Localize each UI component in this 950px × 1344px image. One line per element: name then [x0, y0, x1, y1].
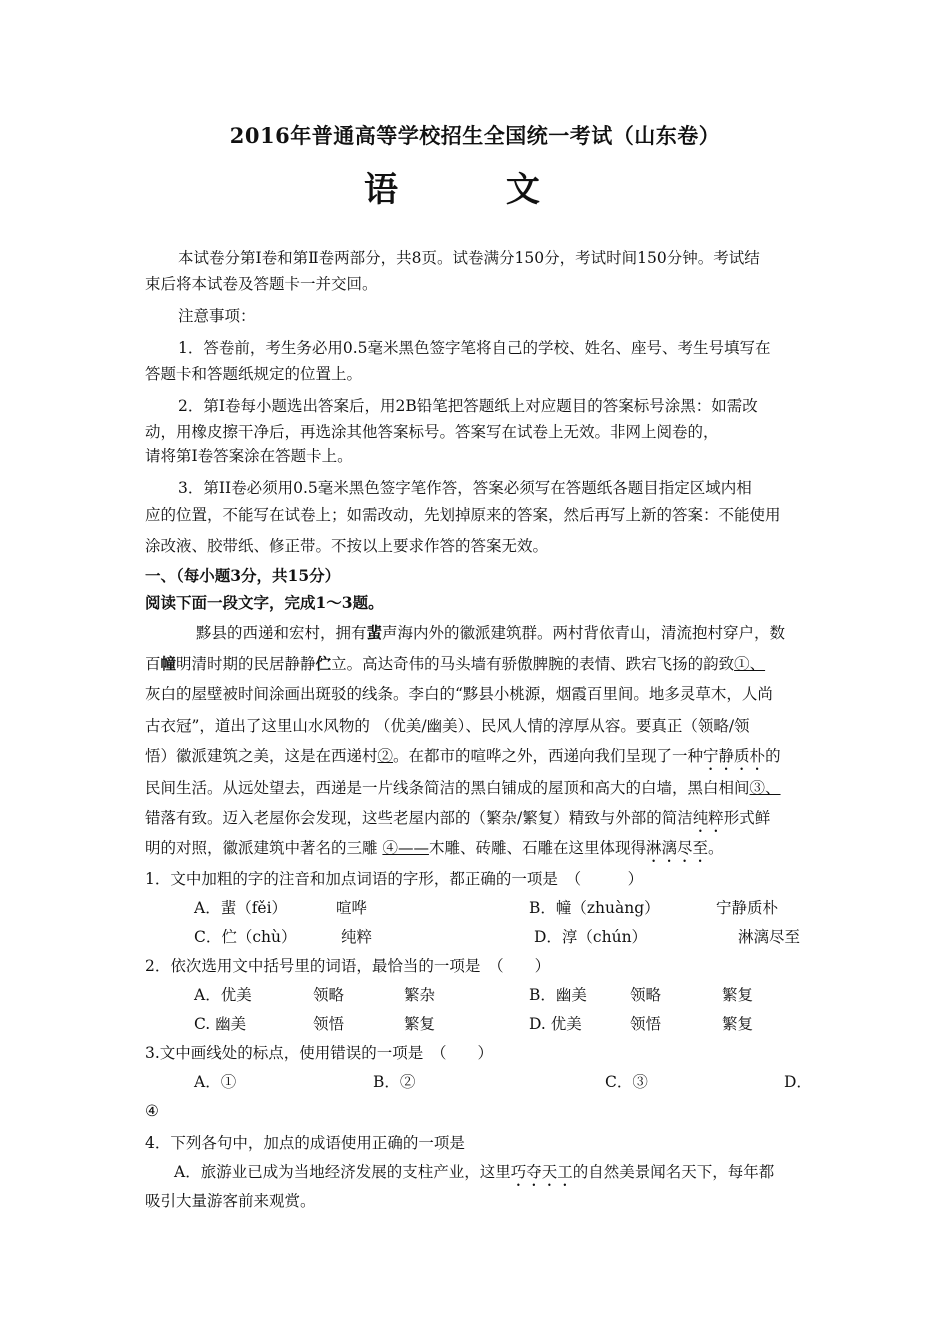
exam-title: 2016年普通高等学校招生全国统一考试（山东卷） — [229, 123, 721, 148]
passage-line: 明的对照，徽派建筑中著名的三雕 ④——木雕、砖雕、石雕在这里体现得淋漓尽至。 — [145, 839, 724, 857]
notice-line: 应的位置，不能写在试卷上；如需改动，先划掉原来的答案，然后再写上新的答案：不能使用 — [145, 506, 781, 524]
q1-option-d-word: 淋漓尽至 — [738, 928, 801, 946]
q4-option-a[interactable]: A．旅游业已成为当地经济发展的支柱产业，这里巧夺天工的自然美景闻名天下，每年都 — [174, 1163, 775, 1181]
question-stem: 2．依次选用文中括号里的词语，最恰当的一项是 （ ） — [145, 957, 551, 975]
q1-option-b-word: 宁静质朴 — [716, 899, 779, 917]
q2-option-c[interactable]: C. 幽美 — [194, 1015, 247, 1033]
notice-line: 答题卡和答题纸规定的位置上。 — [145, 365, 363, 383]
q2-option-c-word3: 繁复 — [404, 1015, 436, 1033]
q2-option-b[interactable]: B．幽美 — [529, 986, 587, 1004]
section-heading: 一、（每小题3分，共15分） — [145, 566, 341, 585]
passage-line: 百幢明清时期的民居静静伫立。高达奇伟的马头墙有骄傲脾腕的表情、跌宕飞扬的韵致①、 — [145, 654, 766, 673]
intro-line: 本试卷分第Ⅰ卷和第Ⅱ卷两部分，共8页。试卷满分150分，考试时间150分钟。考试结 — [178, 249, 760, 267]
subject-title: 语 文 — [364, 170, 588, 210]
q2-option-b-word2: 领略 — [630, 986, 662, 1004]
notice-line: 请将第Ⅰ卷答案涂在答题卡上。 — [145, 447, 353, 465]
q1-option-c-word: 纯粹 — [341, 928, 373, 946]
notice-line: 1．答卷前，考生务必用0.5毫米黑色签字笔将自己的学校、姓名、座号、考生号填写在 — [178, 339, 771, 357]
q2-option-a[interactable]: A．优美 — [194, 986, 252, 1004]
notice-line: 动，用橡皮擦干净后，再选涂其他答案标号。答案写在试卷上无效。非网上阅卷的， — [145, 423, 719, 441]
passage-line: 民间生活。从远处望去，西递是一片线条简洁的黑白铺成的屋顶和高大的白墙，黑白相间③、 — [145, 779, 781, 797]
q1-option-a[interactable]: A．蜚（fěi） — [194, 899, 288, 917]
question-stem: 3.文中画线处的标点，使用错误的一项是 （ ） — [145, 1044, 494, 1062]
notice-line: 涂改液、胶带纸、修正带。不按以上要求作答的答案无效。 — [145, 537, 549, 555]
notice-line: 3．第II卷必须用0.5毫米黑色签字笔作答，答案必须写在答题纸各题目指定区域内相 — [178, 479, 752, 497]
q3-option-a[interactable]: A．① — [194, 1073, 237, 1091]
question-stem: 4．下列各句中，加点的成语使用正确的一项是 — [145, 1134, 465, 1152]
passage-line: 古衣冠”，道出了这里山水风物的 （优美/幽美）、民风人情的淳厚从容。要真正（领略/领 — [145, 717, 750, 735]
q2-option-c-word2: 领悟 — [313, 1015, 345, 1033]
passage-line: 黟县的西递和宏村，拥有蜚声海内外的徽派建筑群。两村背依青山，清流抱村穿户，数 — [196, 623, 786, 642]
q3-option-d-symbol: ④ — [145, 1102, 159, 1120]
q2-option-a-word3: 繁杂 — [404, 986, 436, 1004]
passage-line: 悟）徽派建筑之美，这是在西递村②。在都市的喧哗之外，西递向我们呈现了一种宁静质朴的 — [145, 747, 781, 765]
q3-option-d[interactable]: D． — [784, 1073, 812, 1091]
q2-option-d[interactable]: D. 优美 — [529, 1015, 582, 1033]
notice-title: 注意事项： — [178, 307, 256, 325]
q2-option-d-word2: 领悟 — [630, 1015, 662, 1033]
q2-option-a-word2: 领略 — [313, 986, 345, 1004]
intro-line: 束后将本试卷及答题卡一并交回。 — [145, 275, 378, 293]
question-stem: 1．文中加粗的字的注音和加点词语的字形，都正确的一项是 （ ） — [145, 870, 644, 888]
q1-option-c[interactable]: C．伫（chù） — [194, 928, 297, 946]
q2-option-d-word3: 繁复 — [722, 1015, 754, 1033]
passage-line: 错落有致。迈入老屋你会发现，这些老屋内部的（繁杂/繁复）精致与外部的简洁纯粹形式鲜 — [145, 809, 771, 827]
q1-option-d[interactable]: D．淳（chún） — [534, 928, 648, 946]
notice-line: 2．第Ⅰ卷每小题选出答案后，用2B铅笔把答题纸上对应题目的答案标号涂黑：如需改 — [178, 397, 758, 415]
q3-option-c[interactable]: C．③ — [605, 1073, 648, 1091]
section-instruction: 阅读下面一段文字，完成1～3题。 — [145, 593, 384, 612]
q4-option-a-cont: 吸引大量游客前来观赏。 — [145, 1192, 316, 1210]
passage-line: 灰白的屋壁被时间涂画出斑驳的线条。李白的“黟县小桃源，烟霞百里间。地多灵草木，人尚 — [145, 685, 773, 703]
q3-option-b[interactable]: B．② — [373, 1073, 416, 1091]
q1-option-a-word: 喧哗 — [336, 899, 368, 917]
q2-option-b-word3: 繁复 — [722, 986, 754, 1004]
q1-option-b[interactable]: B．幢（zhuàng） — [529, 899, 660, 917]
